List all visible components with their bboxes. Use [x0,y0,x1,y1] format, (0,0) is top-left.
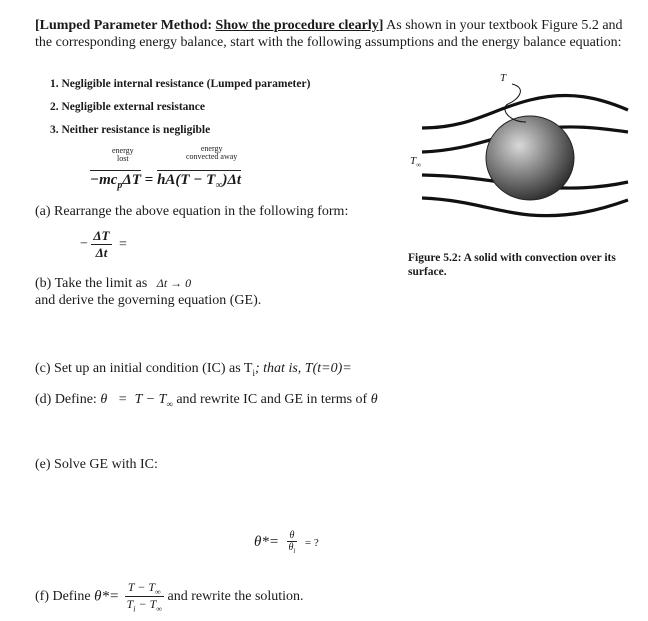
flow-line-4 [422,198,628,216]
assumption-1: 1. Negligible internal resistance (Lumped parameter) [50,78,311,90]
part-a-text: (a) Rearrange the above equation in the following form: [35,204,349,219]
energy-convected-label: energy convected away [186,144,238,161]
assumption-2: 2. Negligible external resistance [50,101,206,113]
figure-label-Tinf: $T_\infty$ [410,155,422,170]
assumption-3: 3. Neither resistance is negligible [50,124,211,136]
figure-solid-convection [400,70,630,230]
part-a-fraction: − $\frac{\Delta T}{\Delta t}$ = [80,228,127,260]
intro-bold-underlined: Show the procedure clearly [215,18,379,33]
part-c-text: (c) Set up an initial condition (IC) as $T_i$; that is, T(t=0)= [35,361,352,378]
intro-bold-prefix: [Lumped Parameter Method: [35,18,216,33]
part-f-equation: (f) Define θ*= $\frac{T - T_\infty}{T_i - T_\infty}$ and rewrite the solution. [35,580,304,614]
part-d-text: (d) Define: $\theta = T - T_\infty$ and rewrite IC and GE in terms of θ [35,392,378,409]
part-b-line2: and derive the governing equation (GE). [35,293,262,308]
solid-sphere [486,116,574,200]
intro-rest: As shown in your textbook Figure 5.2 and the corresponding energy balance, start with the following assumptions and the energy balance equation: [35,18,623,50]
energy-balance-equation [90,140,290,195]
figure-label-T: T [500,72,507,84]
part-e-equation: θ*= $\frac{\theta}{\theta_i}$ = ? [254,530,319,555]
intro-bold-suffix: ] [378,18,384,33]
part-b-line1: (b) Take the limit as Δt → 0 [35,276,192,291]
intro-paragraph [35,18,635,51]
figure-caption: Figure 5.2: A solid with convection over its surface. [408,252,616,278]
part-e-text: (e) Solve GE with IC: [35,457,158,472]
energy-lost-label: energy lost [112,146,134,163]
energy-eq-body: $-mc_p\Delta T = hA(T - T_\infty)\Delta t$ [90,172,242,191]
